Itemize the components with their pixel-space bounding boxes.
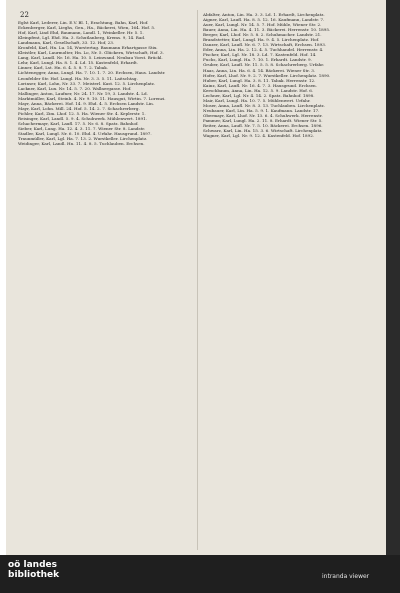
directory-entry: Aigner, Karl, Laufl. Ha. 8. 5. 12. 16. Kaufmann, Landstr. 7. (203, 17, 325, 23)
page-number: 22 (20, 11, 29, 19)
directory-entry: Auer, Karl, Lungl. Nr. 14. 5. 7. Hof. Mühle, Wiener Str. 2. (203, 22, 322, 28)
directory-entry: Moser, Anna, Laufl. Nr. 8. 3. 13. Tuchlauben. Lirchenplatz. (203, 102, 326, 108)
directory-entry: Mayr, Karl, Lohn. Mill. 24. Hof. 5. 14. 2. 7. Schachrerberg. (18, 105, 140, 111)
directory-entry: Pichler, Karl, Zim. Lhof. 12. 5. Ha. Wiener Str. 4. Keplerstr. 1. (18, 110, 146, 116)
directory-entry: Reisinger, Karl, Landl. 5. 9. 4. Schuhwerk. Mühlenwert. 1891. (18, 115, 147, 121)
scanned-page (6, 0, 386, 555)
directory-entry: Lehr, Karl, Lungl. Ha. 8. 1. 4. Ld. 15. Kastenfeld, Erhardt. (18, 60, 139, 66)
logo-line-2: bibliothek (8, 570, 60, 580)
directory-entry: Eder, Anna, Lin. Ha. 2. 12. 4. 5. Tuchhandel. Herrenstr. 4. (203, 47, 324, 53)
directory-entry: Lackner, Karl, Lux. Nr. 14. 5. 7. 20. Wallnergasse. Hof. (18, 85, 132, 91)
directory-entry: Danzer, Karl, Laufl. Nr. 6. 7. 13. Wirtschaft, Erchsen. 1893. (203, 42, 327, 48)
directory-entry: Weidinger, Karl, Landl. Hn. 11. 4. 8. 5. Tuchlauben. Erchsen. (18, 141, 145, 147)
directory-entry: Eglst Karl, Lederer, Lin. E.V. Bl. 1, Erachtung, Bahn, Karl, Hof. (18, 20, 149, 25)
directory-entry: Obermayr, Karl, Lhof. Nr. 13. 6. 4. Schuhwerk. Herrenstr. (203, 112, 323, 118)
directory-entry: Lorinser, Karl, Lohn, Nr. 33. 7. Meisterl. Kast. 12. 5. Lirchenplatz. (18, 80, 156, 86)
page-binding-edge (386, 0, 400, 555)
directory-entry: Haas, Anna, Lin. Ha. 6. 4. 14. Bäckerei. Wiener Str. 3. (203, 67, 316, 73)
directory-entry: Abfalter, Anton, Lin. Ha. 3. 3. Ld. 1. Erhardt, Lirchenplatz. (203, 12, 325, 17)
directory-entry: Hofer, Karl, Lhof. Nr. 9. 2. 7. Wurstkeller. Lirchenplatz. 1890. (203, 72, 331, 78)
column-divider (197, 10, 198, 550)
directory-entry: Sieber, Karl, Lung. Ha. 12. 4. 3. 11. 7. Wiener Str. 8. Landstr. (18, 125, 146, 131)
directory-entry: Schwarz, Karl, Lin. Ha. 15. 3. 6. Wirtschaft. Lirchenplatz. (203, 128, 323, 134)
directory-entry: Lichtenegger, Anna, Lungl. Ha. 7. 10. 1. 7. 20. Erchsen, Haus. Landstr. (18, 70, 166, 76)
directory-entry: Kleistler, Karl, Laurmolter, Hn. Lo, Nr. 5. Glückern, Wirtschaft, Hof. 3. (18, 50, 164, 56)
directory-entry: Kleinpfent, Lgl. Ehd. Ha. 3. Schutlanberg, Krems. 9, 14. Rad. (18, 35, 146, 41)
directory-entry: Leonfelder Str. Hof. Lungl. Ha. Nr. 3. 3. 5. 11. Laitschtag. (18, 75, 138, 81)
directory-entry: Kronfeld, Karl, Hn. Lu. 14, Wurstertag. Baumann Erhartgasse Stix. (18, 45, 158, 51)
logo-line-1: oö landes (8, 560, 57, 570)
directory-entry: Marktmüller, Karl, Steinb. 4. Nr. 9. 10. 11. Hausgut, Wirtin. 7. Lorenzi. (18, 95, 166, 101)
directory-entry: Fischer, Karl, Lgl. Nr. 18. 3. Ld. 7. Kastenfeld. Hof. 14. (203, 52, 317, 58)
directory-entry: Pammer, Karl, Lungl. Ha. 2. 11. 8. Erhardt. Wiener Str. 5. (203, 117, 323, 123)
directory-entry: Linner, Karl, Lst. Hn. 6. 4. 5. 8. 7. 2. Tabak. (18, 65, 109, 71)
directory-entry: Mair, Karl, Lungl. Ha. 10. 7. 5. Mühlenwert. Urfahr. (203, 97, 311, 103)
directory-entry: Reiter, Anna, Laufl. Nr. 7. 5. 10. Bäckerei. Erchsen. 1896. (203, 123, 323, 129)
directory-entry: Eckenberger, Karl, Lieghs, Gen., Ha., Bäckerei, Wien, 164. Hof. 5. (18, 25, 156, 31)
directory-entry: Huber, Karl, Lungl. Ha. 3. 8. 11. Tabak. Herrenstr. 12. (203, 77, 316, 83)
directory-entry: Stadler, Karl, Lungl. Nr. 6. 10. Ehd. 4. Urfahr. Hausgrund. 1897. (18, 131, 152, 137)
directory-entry: Kainz, Karl, Laufl. Nr. 16. 4. 7. 3. Hausgrund. Erchsen. (203, 82, 317, 88)
directory-entry: Lang, Karl, Landl. Nr. 16. Ha. 10. 5. Leinwand. Neubau Vorst. Brückl. (18, 55, 163, 61)
directory-entry: Hof, Karl, Lind Ehd, Baumann, Landl. 1, Weinkeller. Hr. 5. 1. (18, 30, 144, 36)
directory-entry: Wagner, Karl, Lgl. Nr. 9. 12. 4. Kastenfeld. Hof. 1892. (203, 133, 315, 139)
directory-entry: Mayr, Anna, Bäckerei. Hof. 14. 9. Ehd. 4. 5. Erchsen Landstr. Lin. (18, 100, 155, 106)
left-column (18, 20, 193, 550)
directory-entry: Landmann, Karl, Gesellschaft, 33. 12. Hof, 23. (18, 40, 115, 46)
directory-entry: Traunmüller, Karl, Lgl. Ha. 7. 13. 2. Wurstkeller. Lirchenplatz. (18, 136, 148, 142)
library-logo[interactable] (8, 560, 59, 580)
directory-entry: Schachermayr, Karl, Laufl. 17. 5. Nr. 6. 8. Spatz. Bahnhof. (18, 120, 139, 126)
directory-entry: Fuchs, Karl, Lungl. Ha. 7. 10. 1. Erhardt. Landstr. 9. (203, 57, 312, 63)
directory-entry: Kerschbaum, Anna, Lin. Ha. 12. 5. 9. Landstr. Hof. 6. (203, 87, 314, 93)
directory-entry: Bauer, Anna, Lin. Ha. 4. 11. 3. Bäckerei. Herrenstr. 10. 1895. (203, 27, 331, 33)
directory-entry: Brandstetter, Karl, Lungl. Ha. 9. 4. 5. Lirchenplatz. Hof. (203, 37, 320, 43)
viewer-link[interactable]: intranda viewer (322, 573, 370, 580)
directory-entry: Mallinger, Anton, Laufner, Nr. 24. 17. Nr. 19, 3. Landstr. 4. Ld. (18, 90, 148, 96)
directory-entry: Neubauer, Karl, Lin. Ha. 5. 9. 1. Kaufmann. Landstr. 17. (203, 107, 320, 113)
directory-entry: Lechner, Karl, Lgl. Nr. 4. 14. 2. Spatz. Bahnhof. 1898. (203, 92, 315, 98)
directory-entry: Gruber, Karl, Laufl. Nr. 11. 5. 5. 8. Schachrerberg. Urfahr. (203, 62, 325, 68)
directory-entry: Berger, Karl, Lhof. Nr. 5. 8. 2. Schuhmacher. Landstr. 21. (203, 32, 322, 38)
right-column (203, 12, 378, 542)
